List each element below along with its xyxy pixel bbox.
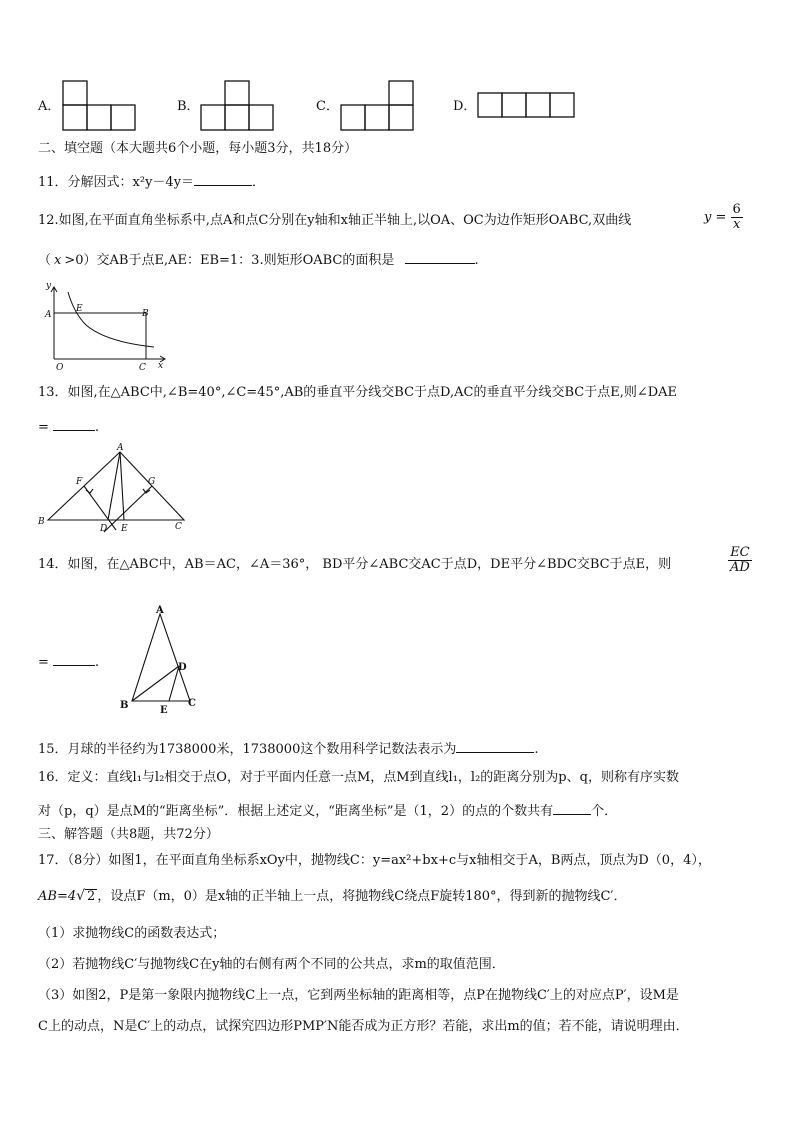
q12-paren: （ bbox=[38, 253, 52, 268]
question-11: 11．分解因式：x²y－4y＝ ． bbox=[38, 171, 265, 192]
answer-blank bbox=[53, 416, 95, 431]
q13-fig-label-e: E bbox=[121, 524, 128, 534]
option-a-figure bbox=[62, 80, 138, 132]
option-c-label: C． bbox=[316, 99, 339, 114]
q14-fig-label-e: E bbox=[160, 705, 168, 716]
q13-end: . bbox=[94, 420, 100, 435]
q13-equals: = bbox=[38, 420, 49, 435]
q14-fig-label-a: A bbox=[156, 605, 164, 616]
q14-fig-label-d: D bbox=[178, 662, 187, 673]
question-17-sub3-line1: （3）如图2，P是第一象限内抛物线C上一点，它到两坐标轴的距离相等，点P在抛物线C′上的对应点P′，设M是 bbox=[38, 988, 679, 1003]
question-13-line1 bbox=[38, 384, 677, 402]
q14-fig-label-b: B bbox=[120, 700, 129, 711]
question-14-line1 bbox=[38, 556, 671, 574]
question-17-line2: AB=4√ 2 ，设点F（m，0）是x轴的正半轴上一点，将抛物线C绕点F旋转180°，得到新的抛物线C′． bbox=[38, 888, 627, 904]
question-16-text: 16．定义：直线l₁与l₂相交于点O，对于平面内任意一点M，点M到直线l₁，l₂的距离分别为p、q，则称有序实数 bbox=[38, 770, 679, 785]
q14-fig-label-c: C bbox=[188, 698, 196, 709]
q13-figure bbox=[36, 442, 196, 537]
q12-text2: >0）交AB于点E,AE：EB=1：3.则矩形OABC的面积是 bbox=[64, 253, 395, 268]
q12-figure bbox=[36, 280, 176, 375]
question-17-sub2: （2）若抛物线C′与抛物线C在y轴的右侧有两个不同的公共点，求m的取值范围． bbox=[38, 957, 505, 972]
q14-fraction bbox=[728, 546, 752, 575]
section-3-title: 三、解答题（共8题，共72分） bbox=[38, 827, 219, 842]
q12-frac-den: x bbox=[732, 217, 741, 232]
q13-fig-label-g: G bbox=[148, 477, 156, 487]
q12-function bbox=[704, 203, 743, 232]
q13-fig-label-b: B bbox=[38, 517, 45, 527]
q12-frac-num: 6 bbox=[732, 202, 741, 217]
question-16-line1 bbox=[38, 769, 679, 787]
q16-text2: 对（p，q）是点M的“距离坐标”．根据上述定义，“距离坐标”是（1，2）的点的个数共有 bbox=[38, 804, 554, 819]
answer-blank bbox=[553, 800, 591, 815]
question-17-sub1: （1）求抛物线C的函数表达式； bbox=[38, 926, 226, 941]
q14-frac-num: EC bbox=[728, 546, 752, 561]
q12-fig-label-e: E bbox=[76, 304, 83, 314]
answer-blank bbox=[456, 738, 534, 753]
section-2-title: 二、填空题（本大题共6个小题，每小题3分，共18分） bbox=[38, 141, 358, 156]
option-b-label: B． bbox=[177, 99, 200, 114]
q14-equals: = bbox=[38, 655, 49, 670]
q12-fig-label-x: x bbox=[158, 361, 164, 371]
option-d-figure bbox=[477, 92, 579, 120]
q12-fig-label-b: B bbox=[142, 309, 149, 319]
question-17-text: 17．（8分）如图1，在平面直角坐标系xOy中，抛物线C：y=ax²+bx+c与x轴相交于A，B两点，顶点为D（0，4）， bbox=[38, 853, 711, 868]
question-14-line2 bbox=[38, 651, 99, 672]
question-17-line1 bbox=[38, 852, 711, 870]
question-14-text: 14．如图，在△ABC中，AB＝AC，∠A＝36°， BD平分∠ABC交AC于点D，DE平分∠BDC交BC于点E，则 bbox=[38, 557, 672, 572]
q12-end: . bbox=[474, 253, 479, 268]
question-15-text: 15．月球的半径约为1738000米，1738000这个数用科学记数法表示为 bbox=[38, 742, 457, 757]
q12-function-lhs: y = bbox=[704, 210, 727, 225]
q17-text2: ，设点F（m，0）是x轴的正半轴上一点，将抛物线C绕点F旋转180°，得到新的抛物线C′． bbox=[97, 889, 627, 904]
answer-blank bbox=[405, 249, 475, 264]
q14-frac-den: AD bbox=[730, 560, 750, 575]
answer-blank bbox=[53, 651, 95, 666]
q13-fig-label-f: F bbox=[76, 477, 83, 487]
q13-fig-label-a: A bbox=[117, 443, 124, 453]
q16-end: 个． bbox=[591, 804, 618, 819]
q15-end: . bbox=[534, 742, 539, 757]
question-16-line2 bbox=[38, 800, 617, 821]
q13-fig-label-d: D bbox=[100, 524, 108, 534]
answer-blank bbox=[194, 171, 252, 186]
q12-fig-label-c: C bbox=[139, 363, 146, 373]
option-d-label: D． bbox=[453, 99, 477, 114]
q12-fig-label-o: O bbox=[56, 363, 64, 373]
q12-fig-label-y: y bbox=[46, 281, 52, 291]
q14-figure bbox=[116, 604, 206, 719]
question-17-sub3-line2: C上的动点，N是C′上的动点，试探究四边形PMP′N能否成为正方形？若能，求出m的值；若不能，请说明理由． bbox=[38, 1019, 689, 1034]
question-13-text: 13．如图,在△ABC中,∠B=40°,∠C=45°,AB的垂直平分线交BC于点D,AC的垂直平分线交BC于点E,则∠DAE bbox=[38, 385, 678, 400]
option-b-figure bbox=[200, 80, 276, 132]
q13-fig-label-c: C bbox=[175, 522, 182, 532]
q12-var-x: x bbox=[54, 253, 62, 268]
q12-fraction bbox=[731, 203, 743, 232]
question-13-line2 bbox=[38, 416, 99, 437]
question-12-line2 bbox=[38, 249, 479, 270]
question-15 bbox=[38, 738, 538, 759]
question-12-text: 12.如图,在平面直角坐标系中,点A和点C分别在y轴和x轴正半轴上,以OA、OC为边作矩形OABC,双曲线 bbox=[38, 213, 632, 228]
option-c-figure bbox=[340, 80, 416, 132]
q12-fig-label-a: A bbox=[45, 310, 52, 320]
question-12-line1 bbox=[38, 212, 631, 230]
q14-ratio bbox=[728, 546, 752, 575]
q17-sqrt: 2 bbox=[87, 889, 96, 904]
q17-ab: AB=4 bbox=[38, 889, 77, 904]
q14-end: . bbox=[94, 655, 100, 670]
question-11-text: 11．分解因式：x²y－4y＝ bbox=[38, 175, 195, 190]
option-a-label: A． bbox=[38, 99, 61, 114]
